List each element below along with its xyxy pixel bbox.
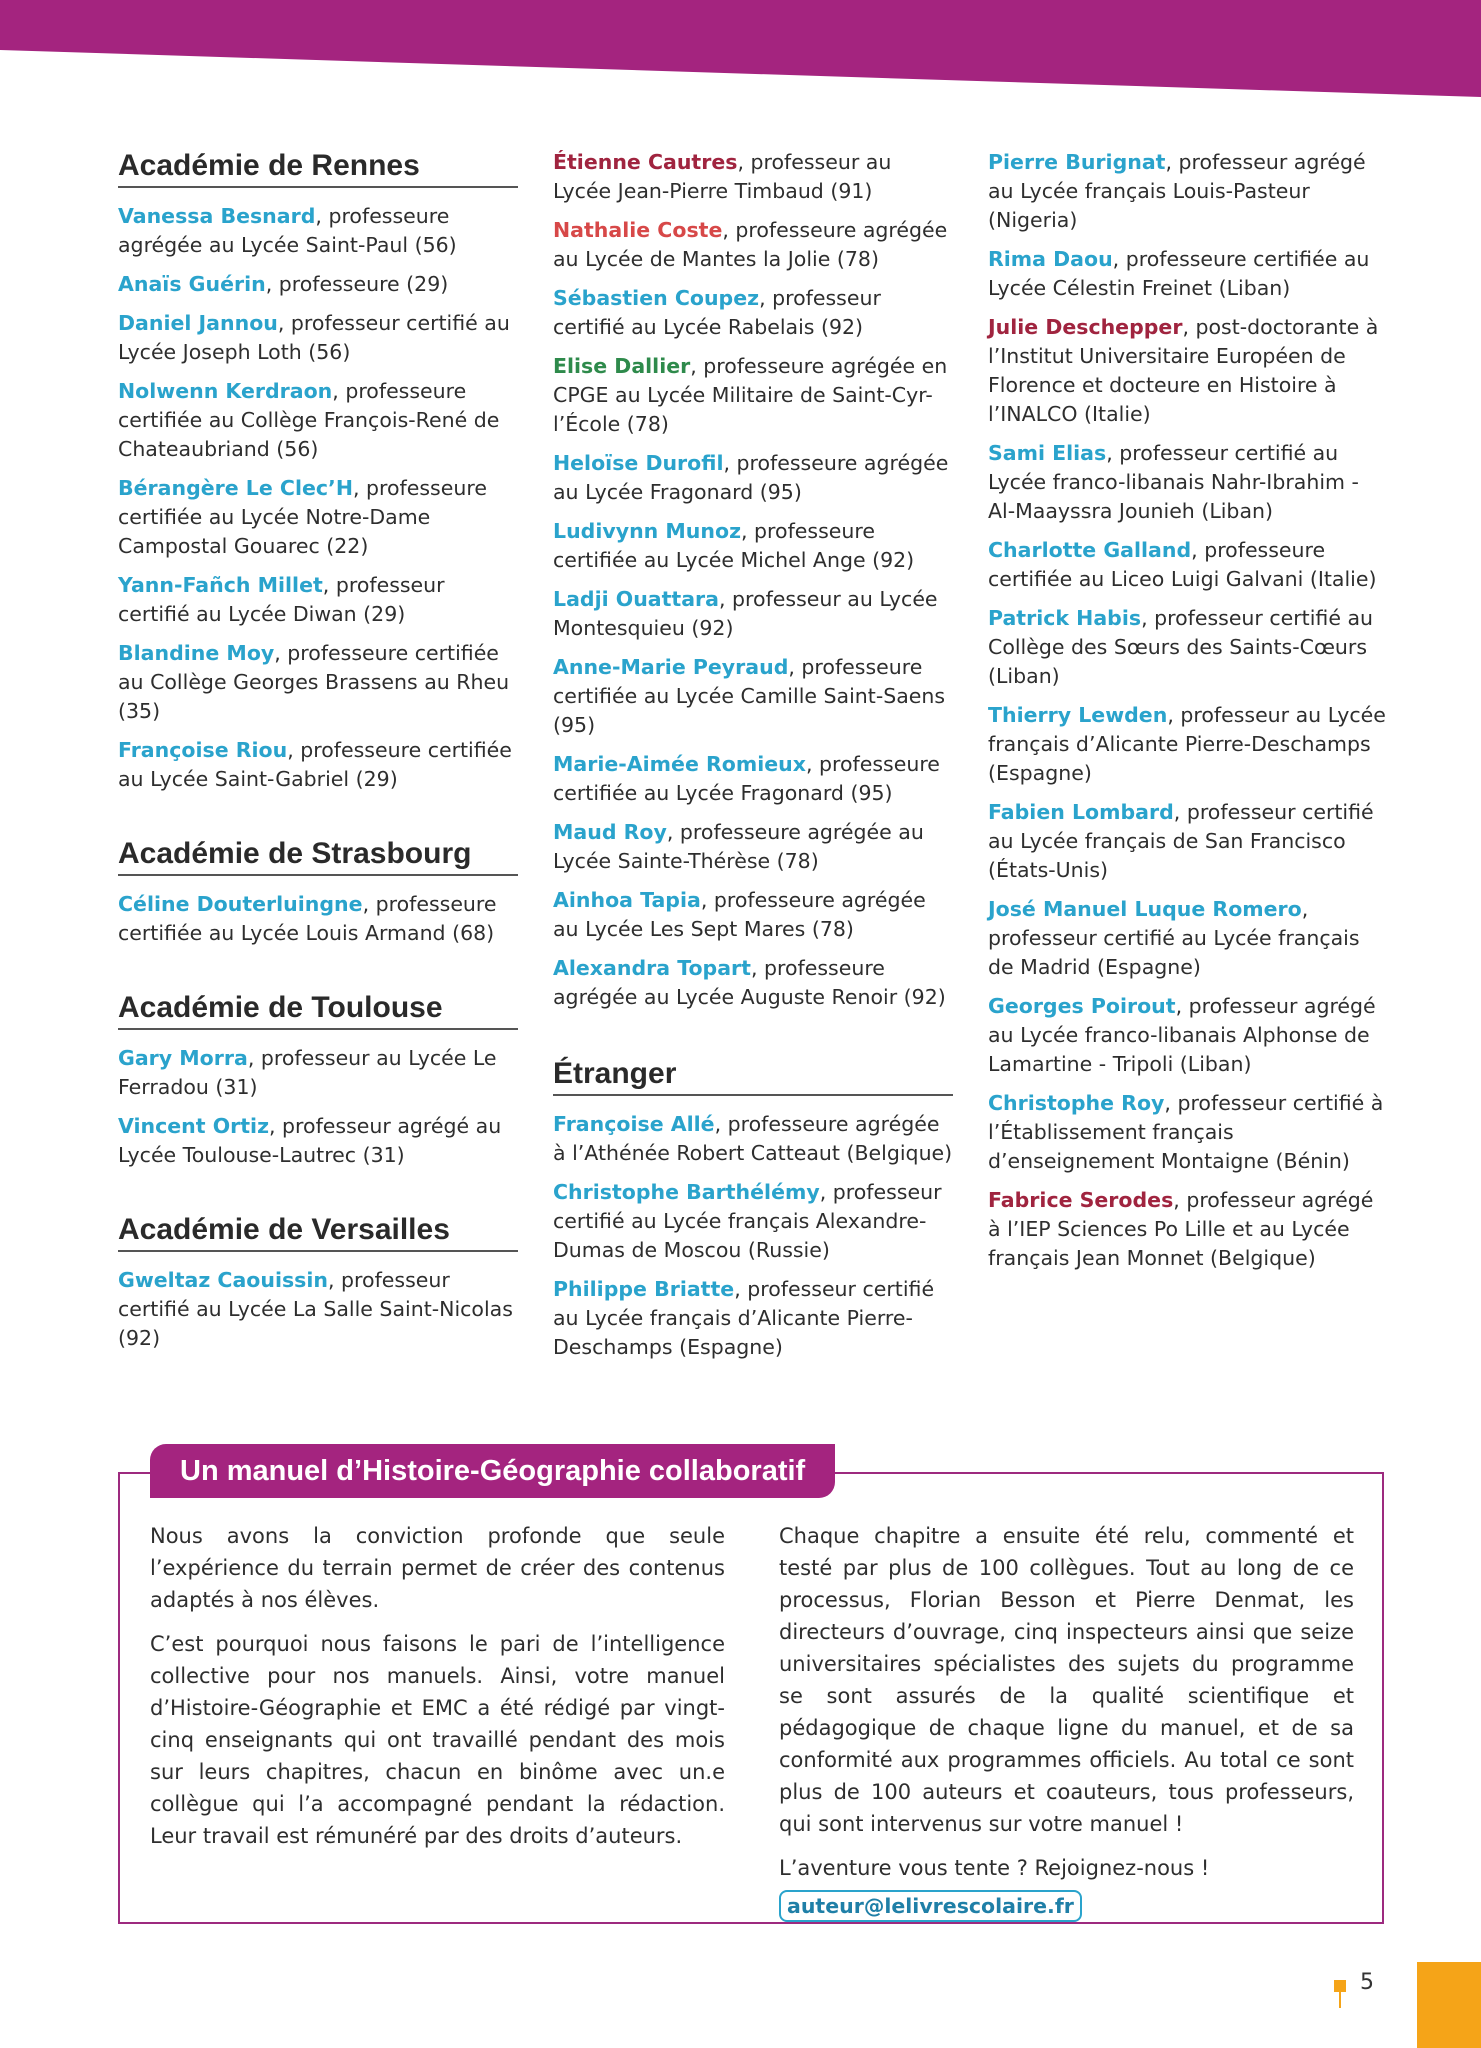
contributor-entry [553,449,953,507]
contributor-entry [553,585,953,643]
contributor-description: , professeur certifié au Lycée Rabelais (92) [553,286,881,339]
box-right-paragraph-1: Chaque chapitre a ensuite été relu, commenté et testé par plus de 100 collègues. Tout au long de ce processus, Florian Besson et Pierre Denmat, les directeurs d’ouvrage, cinq inspecteurs ainsi que seize universitaires spécialistes des sujets du programme se sont assurés de la qualité scientifique et pédagogique de chaque ligne du manuel, et de sa conformité aux programmes officiels. Au total ce sont plus de 100 auteurs et coauteurs, tous professeurs, qui sont intervenus sur votre manuel ! [779,1524,1354,1836]
contributor-entry [553,818,953,876]
contributor-name: Gweltaz Caouissin [118,1268,329,1292]
contributor-description: , professeure agrégée au Lycée Les Sept Mares (78) [553,888,926,941]
contributor-name: Heloïse Durofil [553,451,724,475]
contributor-entry [118,309,518,367]
contributor-name: Vanessa Besnard [118,204,316,228]
contributor-description: , professeure certifiée au Collège Georges Brassens au Rheu (35) [118,641,510,723]
section-title-rennes: Académie de Rennes [118,148,518,188]
top-purple-band [0,0,1481,100]
contributor-name: Gary Morra [118,1046,248,1070]
contributor-entry [118,474,518,561]
section-title-versailles: Académie de Versailles [118,1212,518,1252]
contributor-description: , professeur au Lycée français d’Alicante Pierre-Deschamps (Espagne) [988,703,1386,785]
contributor-name: Étienne Cautres [553,150,738,174]
contributor-description: , professeure agrégée au Lycée Fragonard (95) [553,451,949,504]
contributor-name: Nathalie Coste [553,218,723,242]
contributor-description: , professeure (29) [265,272,449,296]
list-rennes [118,202,518,794]
contributor-name: Rima Daou [988,247,1113,271]
contributor-description: , professeur certifié au Lycée Diwan (29) [118,573,445,626]
contributor-name: Daniel Jannou [118,311,278,335]
contributor-entry [988,245,1388,303]
list-versailles-continued [553,148,953,1012]
contributor-description: , professeur certifié au Lycée français Alexandre-Dumas de Moscou (Russie) [553,1180,942,1262]
page-marker-line [1339,1992,1341,2008]
contributor-name: Ainhoa Tapia [553,888,701,912]
contributor-name: Christophe Roy [988,1091,1165,1115]
section-title-strasbourg: Académie de Strasbourg [118,836,518,876]
box-left-paragraph-1: Nous avons la conviction profonde que seule l’expérience du terrain permet de créer des contenus adaptés à nos élèves. [150,1524,725,1612]
contributor-name: Thierry Lewden [988,703,1168,727]
contributor-name: José Manuel Luque Romero [988,897,1302,921]
contributor-entry [553,216,953,274]
contributor-entry [988,798,1388,885]
section-strasbourg [118,836,518,948]
contributor-entry [553,1178,953,1265]
contributor-description: , professeure agrégée au Lycée de Mantes la Jolie (78) [553,218,948,271]
contributor-description: , professeur certifié au Lycée La Salle Saint-Nicolas (92) [118,1268,513,1350]
contributor-description: , professeur au Lycée Montesquieu (92) [553,587,938,640]
contributor-entry [988,1186,1388,1273]
contributor-name: Maud Roy [553,820,667,844]
contributor-name: Blandine Moy [118,641,275,665]
list-etranger-continued [988,148,1388,1273]
contributor-entry [553,352,953,439]
contributor-name: Ludivynn Munoz [553,519,742,543]
contact-email-link[interactable]: auteur@lelivrescolaire.fr [779,1890,1082,1922]
contributor-name: Patrick Habis [988,606,1142,630]
contributor-entry [553,517,953,575]
contributor-description: , professeur au Lycée Le Ferradou (31) [118,1046,497,1099]
contributor-entry [553,1275,953,1362]
contributor-description: , professeure agrégée au Lycée Sainte-Thérèse (78) [553,820,924,873]
contributor-entry [988,992,1388,1079]
contributor-description: , professeur certifié au Lycée franco-libanais Nahr-Ibrahim - Al-Maayssra Jounieh (Liban) [988,441,1359,523]
contributor-description: , professeur certifié au Lycée français d’Alicante Pierre-Deschamps (Espagne) [553,1277,935,1359]
box-left-column [150,1520,725,1864]
contributor-description: , professeure certifiée au Lycée Camille Saint-Saens (95) [553,655,946,737]
contributor-name: Bérangère Le Clec’H [118,476,353,500]
contributor-name: Anne-Marie Peyraud [553,655,789,679]
contributor-name: Fabien Lombard [988,800,1174,824]
page-number: 5 [1360,1970,1374,1995]
contributor-entry [988,1089,1388,1176]
contributor-description: , professeure agrégée au Lycée Saint-Paul (56) [118,204,457,257]
contributor-description: , professeure certifiée au Lycée Saint-Gabriel (29) [118,738,512,791]
contributor-description: , professeur agrégé au Lycée Toulouse-Lautrec (31) [118,1114,502,1167]
contributor-description: , professeure certifiée au Liceo Luigi Galvani (Italie) [988,538,1377,591]
contributor-entry [118,1044,518,1102]
column-3 [988,148,1388,1283]
contributor-entry [988,148,1388,235]
contributor-description: , professeur au Lycée Jean-Pierre Timbaud (91) [553,150,892,203]
list-toulouse [118,1044,518,1170]
contributor-entry [553,653,953,740]
contributor-entry [553,886,953,944]
contributor-description: , professeure certifiée au Collège François-René de Chateaubriand (56) [118,379,500,461]
contributor-entry [118,639,518,726]
contributor-description: , professeure certifiée au Lycée Michel Ange (92) [553,519,915,572]
contributor-entry [118,890,518,948]
contributor-name: Christophe Barthélémy [553,1180,820,1204]
list-versailles [118,1266,518,1353]
contributor-description: , professeure certifiée au Lycée Célestin Freinet (Liban) [988,247,1370,300]
box-right-column [779,1520,1354,1922]
contributor-description: , post-doctorante à l’Institut Universitaire Européen de Florence et docteure en Histoire à l’INALCO (Italie) [988,315,1379,426]
contributor-name: Fabrice Serodes [988,1188,1174,1212]
contributor-name: Sébastien Coupez [553,286,760,310]
list-strasbourg [118,890,518,948]
contributor-name: Sami Elias [988,441,1107,465]
contributor-description: , professeur certifié au Collège des Sœurs des Saints-Cœurs (Liban) [988,606,1374,688]
contributor-entry [553,750,953,808]
column-2 [553,148,953,1404]
contributor-name: Ladji Ouattara [553,587,719,611]
contributor-name: Elise Dallier [553,354,691,378]
contributor-name: Nolwenn Kerdraon [118,379,333,403]
contributor-description: , professeur certifié au Lycée français de San Francisco (États-Unis) [988,800,1374,882]
contributor-entry [118,1112,518,1170]
contributor-entry [553,1110,953,1168]
contributor-entry [988,895,1388,982]
contributor-description: , professeur agrégé au Lycée français Louis-Pasteur (Nigeria) [988,150,1366,232]
contributor-entry [118,1266,518,1353]
contributor-description: , professeur certifié à l’Établissement français d’enseignement Montaigne (Bénin) [988,1091,1384,1173]
page-marker-icon [1334,1980,1346,1992]
contributor-name: Anaïs Guérin [118,272,266,296]
contributor-description: , professeur certifié au Lycée Joseph Loth (56) [118,311,510,364]
box-right-paragraph-2: L’aventure vous tente ? Rejoignez-nous ! [779,1856,1210,1880]
contributor-entry [988,536,1388,594]
contributor-name: Vincent Ortiz [118,1114,270,1138]
contributor-entry [118,270,518,299]
contributor-name: Charlotte Galland [988,538,1192,562]
contributor-name: Françoise Riou [118,738,288,762]
contributor-name: Julie Deschepper [988,315,1183,339]
contributor-entry [118,736,518,794]
section-versailles [118,1212,518,1353]
contributor-description: , professeure agrégée au Lycée Auguste Renoir (92) [553,956,946,1009]
collaborative-box-title: Un manuel d’Histoire-Géographie collaboratif [150,1444,835,1498]
contributor-description: , professeur agrégé à l’IEP Sciences Po Lille et au Lycée français Jean Monnet (Belgique) [988,1188,1374,1270]
contributor-entry [118,202,518,260]
contributor-entry [553,148,953,206]
contributor-name: Georges Poirout [988,994,1176,1018]
contributor-entry [988,604,1388,691]
contributor-description: , professeur agrégé au Lycée franco-libanais Alphonse de Lamartine - Tripoli (Liban) [988,994,1376,1076]
contributor-name: Marie-Aimée Romieux [553,752,806,776]
contributor-name: Pierre Burignat [988,150,1166,174]
section-title-toulouse: Académie de Toulouse [118,990,518,1030]
contributor-name: Yann-Fañch Millet [118,573,323,597]
contributor-name: Alexandra Topart [553,956,751,980]
orange-corner-block [1417,1962,1481,2048]
contributor-entry [988,439,1388,526]
section-etranger [553,1056,953,1362]
contributor-description: , professeure certifiée au Lycée Louis Armand (68) [118,892,497,945]
column-1 [118,148,518,1395]
contributor-description: , professeure certifiée au Lycée Notre-Dame Campostal Gouarec (22) [118,476,487,558]
contributor-entry [553,284,953,342]
box-left-paragraph-2: C’est pourquoi nous faisons le pari de l’intelligence collective pour nos manuels. Ainsi, votre manuel d’Histoire-Géographie et EMC a été rédigé par vingt-cinq enseignants qui ont travaillé pendant des mois sur leurs chapitres, chacun en binôme avec un.e collègue qui l’a accompagné pendant la rédaction. Leur travail est rémunéré par des droits d’auteurs. [150,1632,725,1848]
contributor-entry [118,571,518,629]
section-rennes [118,148,518,794]
contributor-description: , professeure agrégée à l’Athénée Robert Catteaut (Belgique) [553,1112,953,1165]
contributor-description: , professeur certifié au Lycée français de Madrid (Espagne) [988,897,1360,979]
contributor-name: Philippe Briatte [553,1277,735,1301]
contributor-entry [553,954,953,1012]
list-etranger [553,1110,953,1362]
contributor-entry [988,313,1388,429]
contributor-description: , professeure agrégée en CPGE au Lycée Militaire de Saint-Cyr-l’École (78) [553,354,948,436]
contributor-name: Céline Douterluingne [118,892,363,916]
contributor-entry [988,701,1388,788]
section-title-etranger: Étranger [553,1056,953,1096]
contributor-entry [118,377,518,464]
contributor-description: , professeure certifiée au Lycée Fragonard (95) [553,752,940,805]
section-toulouse [118,990,518,1170]
contributor-name: Françoise Allé [553,1112,715,1136]
